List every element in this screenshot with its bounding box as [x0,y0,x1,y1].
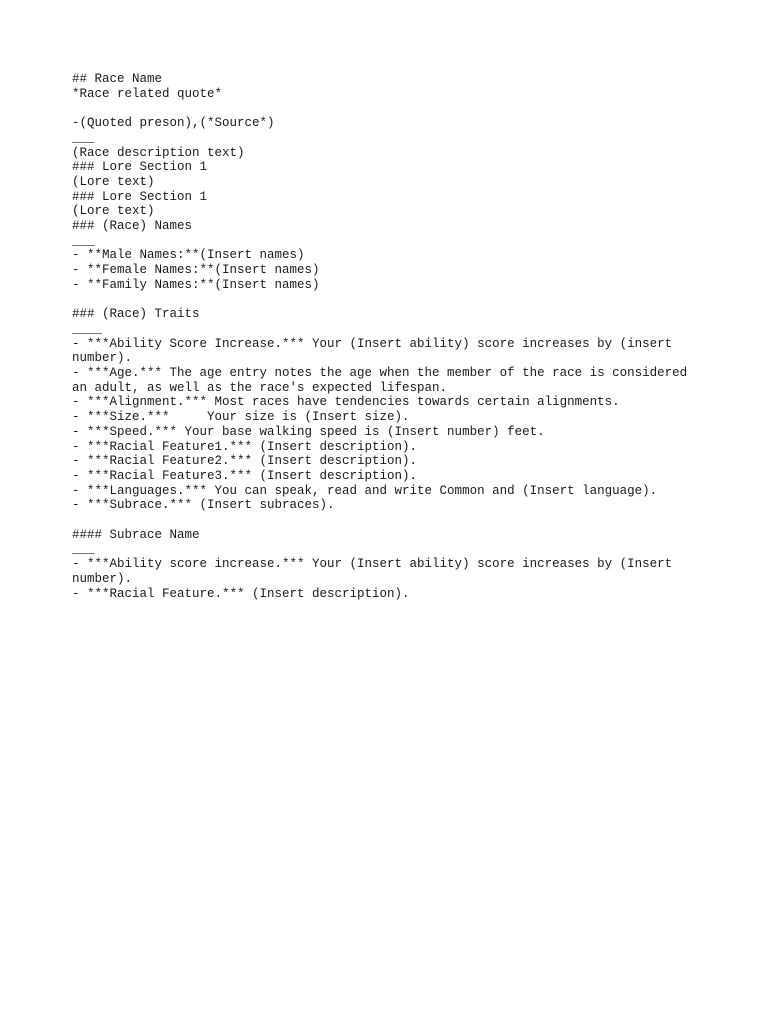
list-item-racial-feature-2: - ***Racial Feature2.*** (Insert description). [72,454,418,469]
list-item-alignment: - ***Alignment.*** Most races have tendencies towards certain alignments. [72,395,620,410]
horizontal-rule-text: ____ [72,321,103,336]
heading-lore-section-2: ### Lore Section 1 [72,189,208,204]
blank-line [72,101,702,116]
lore-text: (Lore text) [72,174,155,189]
quote-attribution: -(Quoted preson),(*Source*) [72,116,275,131]
list-item-subrace: - ***Subrace.*** (Insert subraces). [72,498,335,513]
list-item-subrace-racial-feature: - ***Racial Feature.*** (Insert description). [72,586,410,601]
list-item-age: - ***Age.*** The age entry notes the age when the member of the race is considered an adult, as well as the race's expected lifespan. [72,366,695,395]
blank-line [72,293,702,308]
list-item-subrace-ability-score: - ***Ability score increase.*** Your (Insert ability) score increases by (Insert number). [72,557,680,586]
list-item-family-names: - **Family Names:**(Insert names) [72,277,320,292]
blank-line [72,513,702,528]
list-item-male-names: - **Male Names:**(Insert names) [72,248,305,263]
list-item-languages: - ***Languages.*** You can speak, read and write Common and (Insert language). [72,483,658,498]
heading-lore-section-1: ### Lore Section 1 [72,160,208,175]
list-item-speed: - ***Speed.*** Your base walking speed is (Insert number) feet. [72,424,545,439]
horizontal-rule-text: ___ [72,130,95,145]
heading-subrace-name: #### Subrace Name [72,527,200,542]
race-description: (Race description text) [72,145,245,160]
list-item-size: - ***Size.*** Your size is (Insert size). [72,410,410,425]
list-item-racial-feature-1: - ***Racial Feature1.*** (Insert description). [72,439,418,454]
race-quote: *Race related quote* [72,86,223,101]
heading-race-names: ### (Race) Names [72,219,193,234]
list-item-ability-score: - ***Ability Score Increase.*** Your (Insert ability) score increases by (insert number). [72,336,680,366]
lore-text: (Lore text) [72,204,155,219]
list-item-racial-feature-3: - ***Racial Feature3.*** (Insert description). [72,468,418,483]
heading-race-name: ## Race Name [72,72,163,86]
document-body [72,72,702,601]
list-item-female-names: - **Female Names:**(Insert names) [72,263,320,278]
heading-race-traits: ### (Race) Traits [72,307,200,322]
horizontal-rule-text: ___ [72,542,95,557]
horizontal-rule-text: ___ [72,233,95,248]
